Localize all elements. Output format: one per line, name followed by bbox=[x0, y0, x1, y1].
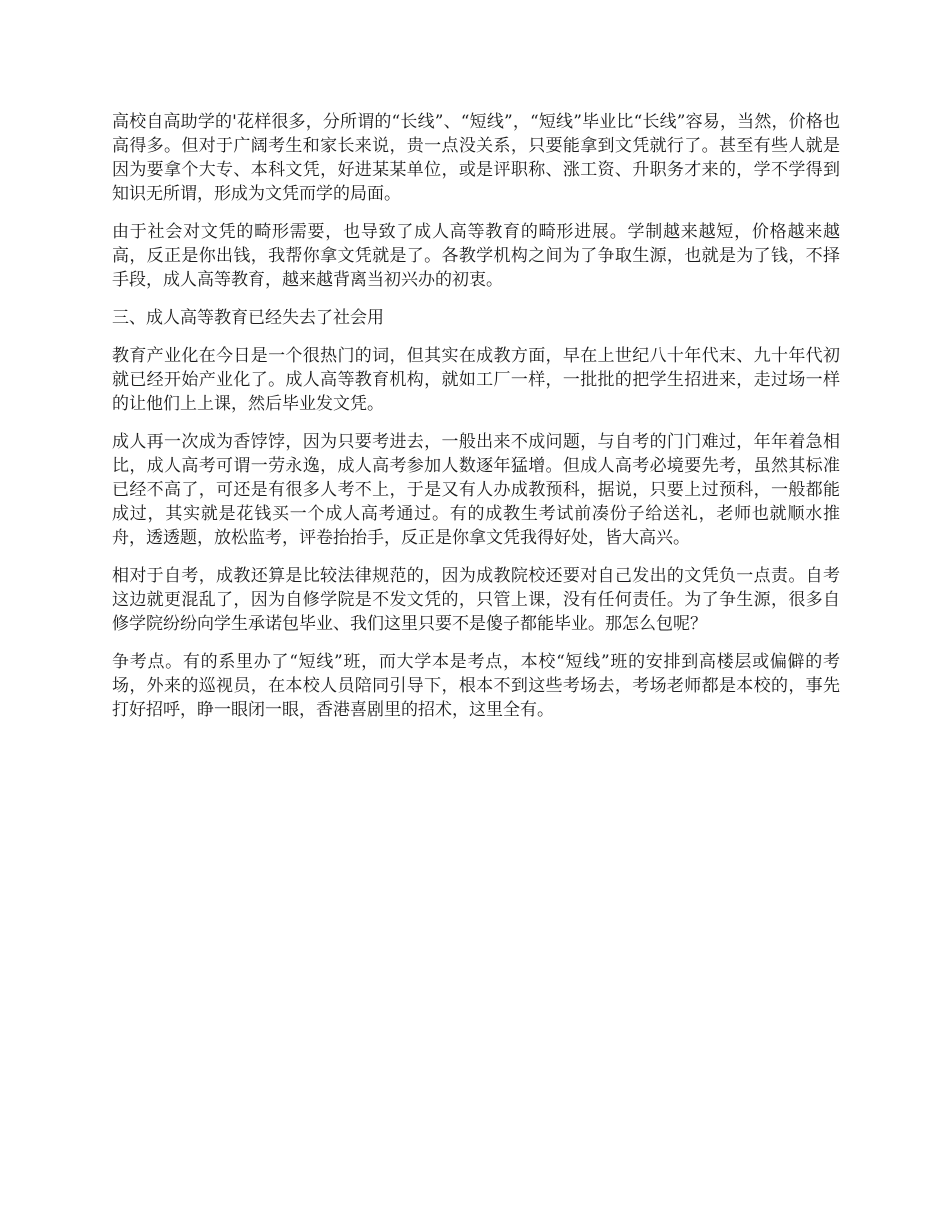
paragraph-1: 高校自高助学的'花样很多，分所谓的“长线”、“短线”，“短线”毕业比“长线”容易，当然，价格也高得多。但对于广阔考生和家长来说，贵一点没关系，只要能拿到文凭就行了。甚至有些人就是因为要拿个大专、本科文凭，好进某某单位，或是评职称、涨工资、升职务才来的，学不学得到知识无所谓，形成为文凭而学的局面。 bbox=[112, 112, 840, 204]
paragraph-6: 争考点。有的系里办了“短线”班，而大学本是考点，本校“短线”班的安排到高楼层或偏僻的考场，外来的巡视员，在本校人员陪同引导下，根本不到这些考场去，考场老师都是本校的，事先打好招呼，睁一眼闭一眼，香港喜剧里的招术，这里全有。 bbox=[112, 652, 840, 720]
paragraph-5: 相对于自考，成教还算是比较法律规范的，因为成教院校还要对自己发出的文凭负一点责。自考这边就更混乱了，因为自修学院是不发文凭的，只管上课，没有任何责任。为了争生源，很多自修学院纷纷向学生承诺包毕业、我们这里只要不是傻子都能毕业。那怎么包呢？ bbox=[112, 566, 840, 634]
paragraph-3: 教育产业化在今日是一个很热门的词，但其实在成教方面，早在上世纪八十年代末、九十年代初就已经开始产业化了。成人高等教育机构，就如工厂一样，一批批的把学生招进来，走过场一样的让他们上上课，然后毕业发文凭。 bbox=[112, 346, 840, 414]
paragraph-4: 成人再一次成为香饽饽，因为只要考进去，一般出来不成问题，与自考的门门难过，年年着急相比，成人高考可谓一劳永逸，成人高考参加人数逐年猛增。但成人高考必境要先考，虽然其标准已经不高了，可还是有很多人考不上，于是又有人办成教预科，据说，只要上过预科，一般都能成过，其实就是花钱买一个成人高考通过。有的成教生考试前凑份子给送礼，老师也就顺水推舟，透透题，放松监考，评卷抬抬手，反正是你拿文凭我得好处，皆大高兴。 bbox=[112, 432, 840, 548]
paragraph-2: 由于社会对文凭的畸形需要，也导致了成人高等教育的畸形进展。学制越来越短，价格越来越高，反正是你出钱，我帮你拿文凭就是了。各教学机构之间为了争取生源，也就是为了钱，不择手段，成人高等教育，越来越背离当初兴办的初衷。 bbox=[112, 222, 840, 290]
document-page bbox=[112, 110, 840, 736]
section-heading: 三、成人高等教育已经失去了社会用 bbox=[112, 308, 384, 328]
